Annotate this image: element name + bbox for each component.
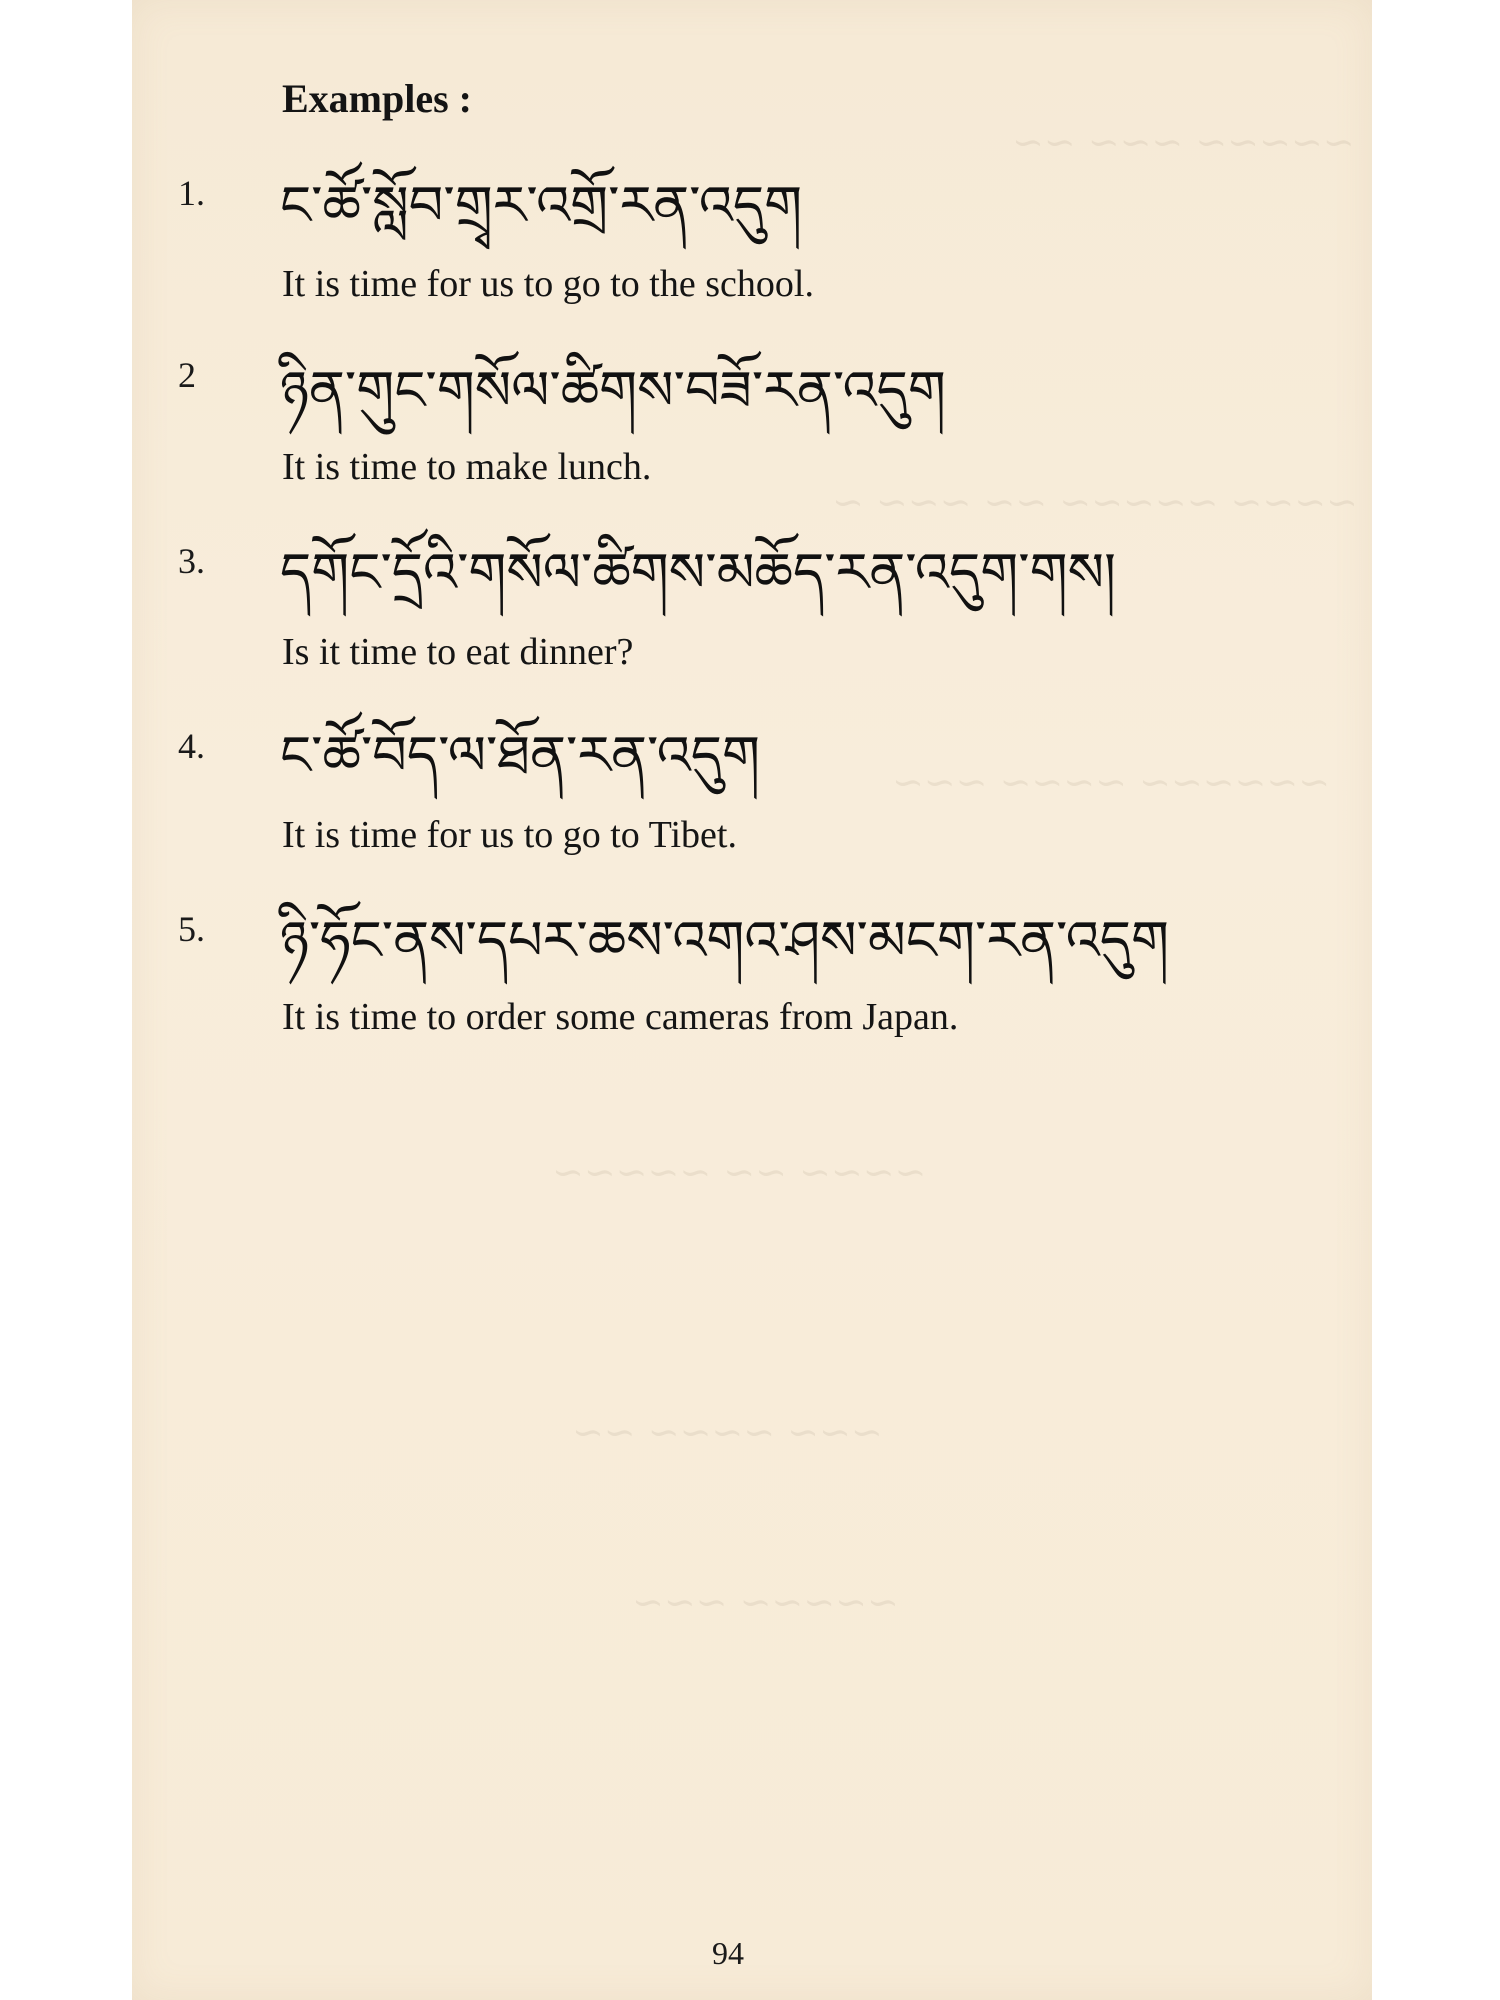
bleed-through-text: ~~~~ ~~ ~~~~~ [552, 1150, 927, 1194]
book-page [132, 0, 1372, 2000]
example-tibetan-sentence: དགོང་དྲོའི་གསོལ་ཚིགས་མཆོད་རན་འདུག་གས། [280, 541, 1117, 604]
bleed-through-text: ~~~ ~~~~ ~~ [572, 1410, 883, 1454]
example-english-translation: It is time for us to go to the school. [282, 263, 814, 305]
example-tibetan-sentence: ང་ཚོ་སློབ་གྲྭར་འགྲོ་རན་འདུག [280, 174, 803, 237]
example-number: 2 [178, 355, 196, 395]
example-tibetan-sentence: ང་ཚོ་བོད་ལ་ཐོན་རན་འདུག [280, 724, 761, 787]
example-number: 1. [178, 173, 205, 213]
example-english-translation: It is time to order some cameras from Japan. [282, 996, 959, 1038]
example-number: 3. [178, 541, 205, 581]
example-english-translation: Is it time to eat dinner? [282, 631, 634, 673]
example-tibetan-sentence: ཉིན་གུང་གསོལ་ཚིགས་བཟོ་རན་འདུག [280, 359, 946, 422]
example-number: 5. [178, 909, 205, 949]
bleed-through-text: ~~~~~ ~~~ [632, 1580, 899, 1624]
bleed-through-text: ~~~~~~ ~~~~ ~~~ [892, 760, 1331, 804]
page-number: 94 [712, 1935, 744, 1971]
bleed-through-text: ~~~~~ ~~~ ~~ [1012, 120, 1355, 164]
example-english-translation: It is time for us to go to Tibet. [282, 814, 737, 856]
example-english-translation: It is time to make lunch. [282, 446, 652, 488]
examples-heading: Examples : [282, 76, 472, 121]
bleed-through-text: ~~~~ ~~~~~ ~~ ~~~ ~ [832, 480, 1358, 524]
example-tibetan-sentence: ཉི་ཧོང་ནས་དཔར་ཆས་འགའ་ཤས་མངག་རན་འདུག [280, 909, 1170, 972]
example-number: 4. [178, 726, 205, 766]
